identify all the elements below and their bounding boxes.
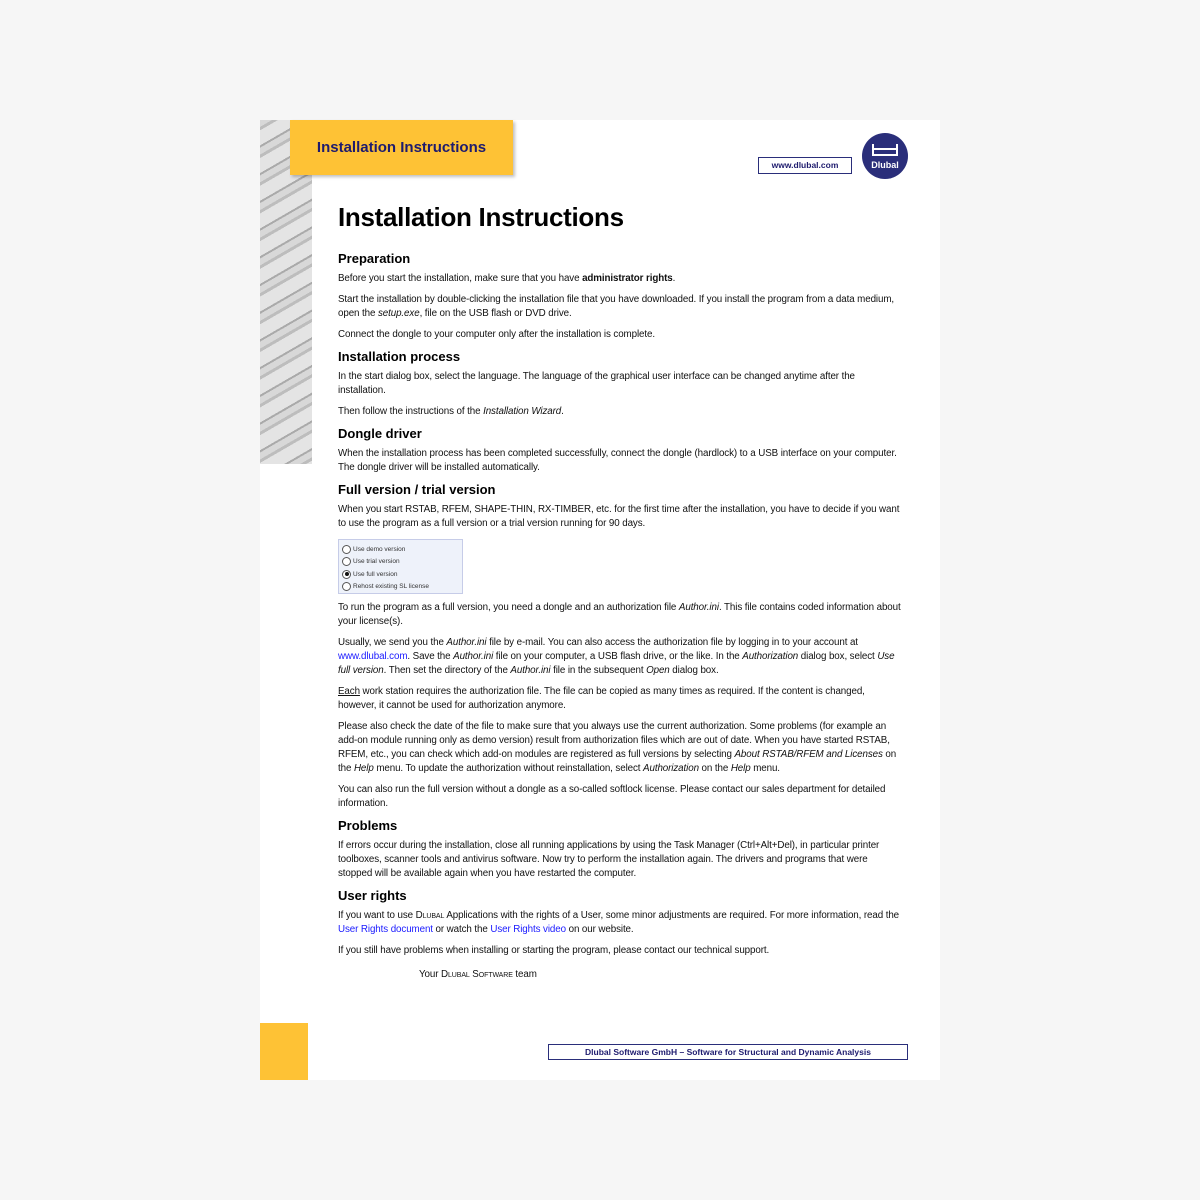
text-run: . xyxy=(561,406,564,417)
radio-option xyxy=(342,581,462,594)
license-options-screenshot xyxy=(338,539,463,594)
text-run: . Save the xyxy=(407,651,454,662)
text-run: If errors occur during the installation, close all running applications by using the Task Manager (Ctrl+Alt+Del), in particular printer toolboxes, scanner tools and antivirus software. Now try to perform the installation again. The drivers and programs that were stopped will be available again when you have restarted the computer. xyxy=(338,840,880,879)
section-heading: Full version / trial version xyxy=(338,482,496,497)
paragraph xyxy=(338,685,904,713)
text-run: file by e-mail. You can also access the authorization file by logging in to your account at xyxy=(486,637,858,648)
text-run: When the installation process has been completed successfully, connect the dongle (hardlock) to a USB interface on your computer. The dongle driver will be installed automatically. xyxy=(338,448,897,473)
section-heading: Installation process xyxy=(338,349,461,364)
text-run: menu. To update the authorization without reinstallation, select xyxy=(373,763,644,774)
website-link[interactable]: www.dlubal.com xyxy=(758,157,852,174)
text-run: To run the program as a full version, you need a dongle and an authorization file xyxy=(338,602,679,613)
paragraph xyxy=(338,503,904,531)
radio-label: Use full version xyxy=(353,570,398,578)
text-run: If you still have problems when installing or starting the program, please contact our technical support. xyxy=(338,945,770,956)
text-run: You can also run the full version without a dongle as a so-called softlock license. Please contact our sales department for detailed information. xyxy=(338,784,886,809)
text-run: Your xyxy=(419,969,442,980)
text-run: When you start RSTAB, RFEM, SHAPE-THIN, RX-TIMBER, etc. for the first time after the installation, you have to decide if you want to use the program as a full version or a trial version running for 90 days. xyxy=(338,504,900,529)
radio-label: Rehost existing SL license xyxy=(353,583,429,591)
text-run: Authorization xyxy=(643,763,699,774)
text-run: . xyxy=(672,273,676,284)
text-run: Author.ini xyxy=(678,602,719,613)
text-run: Start the installation by double-clicking the installation file that you have downloaded. If you install the program from a data medium, open the xyxy=(338,294,895,319)
text-run: Author.ini xyxy=(446,637,487,648)
text-run: menu. xyxy=(750,763,780,774)
text-run: Use full version xyxy=(338,651,895,676)
paragraph xyxy=(338,370,904,398)
text-run: Open xyxy=(646,665,670,676)
signature xyxy=(338,968,904,982)
paragraph xyxy=(338,720,904,776)
text-run: . Then set the directory of the xyxy=(383,665,511,676)
radio-icon xyxy=(342,582,351,591)
yellow-accent-block xyxy=(260,1023,308,1080)
header-tab-title: Installation Instructions xyxy=(316,139,487,156)
text-run: Before you start the installation, make sure that you have xyxy=(338,273,583,284)
radio-option xyxy=(342,568,462,581)
section-heading: User rights xyxy=(338,888,407,903)
paragraph xyxy=(338,783,904,811)
text-run: Each xyxy=(338,686,360,697)
text-run: file in the subsequent xyxy=(550,665,647,676)
text-run: Installation Wizard xyxy=(483,406,562,417)
paragraph xyxy=(338,636,904,678)
dlubal-logo: Dlubal xyxy=(862,133,908,179)
text-run: Please also check the date of the file to make sure that you always use the current authorization. Some problems (for example an add-on module running only as demo version) result from authorization files which are out of date. When you have started RSTAB, RFEM, etc., you can check which add-on modules are registered as full versions by selecting xyxy=(338,721,890,760)
text-run: Connect the dongle to your computer only after the installation is complete. xyxy=(338,329,655,340)
paragraph xyxy=(338,909,904,937)
text-run: on the xyxy=(338,749,897,774)
text-run: Then follow the instructions of the xyxy=(338,406,484,417)
section-heading: Problems xyxy=(338,818,398,833)
radio-label: Use demo version xyxy=(353,545,406,553)
page-title: Installation Instructions xyxy=(338,202,624,232)
text-run: on the xyxy=(698,763,731,774)
document-page xyxy=(260,120,940,1080)
text-run: Dlubal Software xyxy=(441,969,513,980)
text-run: Help xyxy=(353,763,374,774)
footer-banner: Dlubal Software GmbH – Software for Structural and Dynamic Analysis xyxy=(548,1044,908,1060)
text-run: In the start dialog box, select the language. The language of the graphical user interface can be changed anytime after the installation. xyxy=(338,371,855,396)
text-run: Help xyxy=(730,763,751,774)
text-run: Usually, we send you the xyxy=(338,637,447,648)
radio-label: Use trial version xyxy=(353,558,400,566)
text-run: Author.ini xyxy=(453,651,494,662)
text-run: , file on the USB flash or DVD drive. xyxy=(419,308,572,319)
paragraph xyxy=(338,601,904,629)
radio-icon xyxy=(342,557,351,566)
paragraph xyxy=(338,839,904,881)
radio-option xyxy=(342,556,462,569)
link[interactable]: User Rights document xyxy=(338,924,433,935)
section-heading: Preparation xyxy=(338,251,411,266)
paragraph xyxy=(338,272,904,286)
text-run: dialog box. xyxy=(669,665,719,676)
text-run: If you want to use xyxy=(338,910,416,921)
paragraph xyxy=(338,328,904,342)
text-run: administrator rights xyxy=(582,273,673,284)
text-run: Dlubal xyxy=(415,910,445,921)
link[interactable]: www.dlubal.com xyxy=(338,651,408,662)
text-run: file on your computer, a USB flash drive, or the like. In the xyxy=(493,651,743,662)
text-run: Author.ini xyxy=(510,665,551,676)
text-run: or watch the xyxy=(432,924,491,935)
text-run: setup.exe xyxy=(377,308,420,319)
radio-icon xyxy=(342,570,351,579)
text-run: Authorization xyxy=(742,651,799,662)
logo-mark-icon xyxy=(872,144,898,156)
text-run: work station requires the authorization file. The file can be copied as many times as required. If the content is changed, however, it cannot be used for authorization anymore. xyxy=(338,686,865,711)
header-tab xyxy=(290,120,513,175)
link[interactable]: User Rights video xyxy=(490,924,566,935)
paragraph xyxy=(338,293,904,321)
text-run: . This file contains coded information about your license(s). xyxy=(338,602,901,627)
text-run: About RSTAB/RFEM and Licenses xyxy=(734,749,883,760)
paragraph xyxy=(338,447,904,475)
paragraph xyxy=(338,405,904,419)
text-run: on our website. xyxy=(565,924,634,935)
text-run: dialog box, select xyxy=(798,651,878,662)
text-run: Applications with the rights of a User, some minor adjustments are required. For more information, read the xyxy=(444,910,900,921)
radio-icon xyxy=(342,545,351,554)
section-heading: Dongle driver xyxy=(338,426,422,441)
text-run: team xyxy=(512,969,537,980)
paragraph xyxy=(338,944,904,958)
radio-option xyxy=(342,543,462,556)
document-body xyxy=(338,202,904,989)
